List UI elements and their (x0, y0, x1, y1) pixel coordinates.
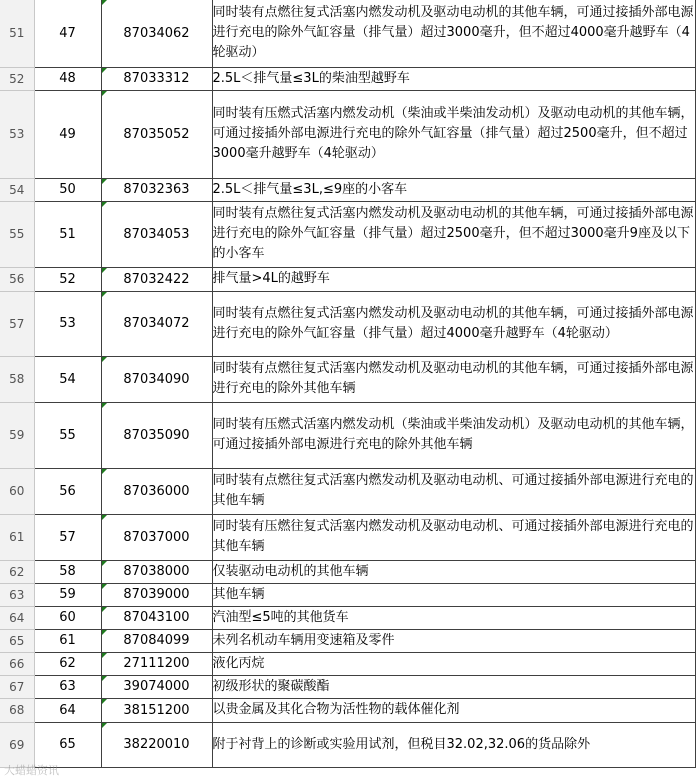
hs-code-cell[interactable]: 87033312 (101, 67, 212, 90)
table-row[interactable] (0, 67, 696, 90)
seq-cell[interactable]: 56 (34, 468, 101, 514)
row-header[interactable]: 66 (0, 652, 34, 675)
description-cell[interactable]: 以贵金属及其化合物为活性物的载体催化剂 (212, 698, 695, 722)
hs-code-cell[interactable]: 87037000 (101, 514, 212, 560)
table-row[interactable] (0, 356, 696, 402)
hs-code-cell[interactable]: 87032363 (101, 178, 212, 201)
hs-code-cell[interactable]: 38151200 (101, 698, 212, 722)
seq-cell[interactable]: 54 (34, 356, 101, 402)
table-row[interactable] (0, 291, 696, 356)
description-cell[interactable]: 初级形状的聚碳酸酯 (212, 675, 695, 698)
seq-cell[interactable]: 49 (34, 90, 101, 178)
table-row[interactable] (0, 722, 696, 767)
description-cell[interactable]: 其他车辆 (212, 583, 695, 606)
description-cell[interactable]: 同时装有压燃式活塞内燃发动机（柴油或半柴油发动机）及驱动电动机的其他车辆，可通过接插外部电源进行充电的除外其他车辆 (212, 402, 695, 468)
hs-code-cell[interactable]: 87035052 (101, 90, 212, 178)
row-header[interactable]: 62 (0, 560, 34, 583)
seq-cell[interactable]: 48 (34, 67, 101, 90)
hs-code-cell[interactable]: 87043100 (101, 606, 212, 629)
hs-code-cell[interactable]: 87039000 (101, 583, 212, 606)
description-cell[interactable]: 仅装驱动电动机的其他车辆 (212, 560, 695, 583)
table-row[interactable] (0, 201, 696, 267)
row-header[interactable]: 68 (0, 698, 34, 722)
seq-cell[interactable]: 55 (34, 402, 101, 468)
table-row[interactable] (0, 606, 696, 629)
hs-code-cell[interactable]: 87036000 (101, 468, 212, 514)
hs-code-cell[interactable]: 87034090 (101, 356, 212, 402)
description-cell[interactable]: 汽油型≤5吨的其他货车 (212, 606, 695, 629)
hs-code-cell[interactable]: 87084099 (101, 629, 212, 652)
seq-cell[interactable]: 64 (34, 698, 101, 722)
seq-cell[interactable]: 62 (34, 652, 101, 675)
hs-code-cell[interactable]: 87034062 (101, 0, 212, 67)
table-row[interactable] (0, 0, 696, 67)
row-header[interactable]: 60 (0, 468, 34, 514)
row-header[interactable]: 56 (0, 267, 34, 291)
hs-code-cell[interactable]: 87038000 (101, 560, 212, 583)
description-cell[interactable]: 同时装有点燃往复式活塞内燃发动机及驱动电动机的其他车辆，可通过接插外部电源进行充电的除外气缸容量（排气量）超过2500毫升，但不超过3000毫升9座及以下的小客车 (212, 201, 695, 267)
hs-code-cell[interactable]: 27111200 (101, 652, 212, 675)
seq-cell[interactable]: 52 (34, 267, 101, 291)
description-cell[interactable]: 同时装有点燃往复式活塞内燃发动机及驱动电动机的其他车辆，可通过接插外部电源进行充电的除外其他车辆 (212, 356, 695, 402)
row-header[interactable]: 67 (0, 675, 34, 698)
seq-cell[interactable]: 50 (34, 178, 101, 201)
hs-code-cell[interactable]: 87034053 (101, 201, 212, 267)
row-header[interactable]: 69 (0, 722, 34, 767)
row-header[interactable]: 55 (0, 201, 34, 267)
table-row[interactable] (0, 178, 696, 201)
hs-code-cell[interactable]: 87034072 (101, 291, 212, 356)
seq-cell[interactable]: 60 (34, 606, 101, 629)
seq-cell[interactable]: 63 (34, 675, 101, 698)
description-cell[interactable]: 同时装有压燃往复式活塞内燃发动机及驱动电动机、可通过接插外部电源进行充电的其他车辆 (212, 514, 695, 560)
hs-code-cell[interactable]: 87032422 (101, 267, 212, 291)
row-header[interactable]: 58 (0, 356, 34, 402)
seq-cell[interactable]: 59 (34, 583, 101, 606)
seq-cell[interactable]: 57 (34, 514, 101, 560)
row-header[interactable]: 65 (0, 629, 34, 652)
row-header[interactable]: 53 (0, 90, 34, 178)
description-cell[interactable]: 同时装有点燃往复式活塞内燃发动机及驱动电动机的其他车辆，可通过接插外部电源进行充电的除外气缸容量（排气量）超过3000毫升，但不超过4000毫升越野车（4轮驱动） (212, 0, 695, 67)
description-cell[interactable]: 同时装有点燃往复式活塞内燃发动机及驱动电动机的其他车辆，可通过接插外部电源进行充电的除外气缸容量（排气量）超过4000毫升越野车（4轮驱动） (212, 291, 695, 356)
seq-cell[interactable]: 58 (34, 560, 101, 583)
description-cell[interactable]: 排气量>4L的越野车 (212, 267, 695, 291)
hs-code-cell[interactable]: 87035090 (101, 402, 212, 468)
description-cell[interactable]: 附于衬背上的诊断或实验用试剂，但税目32.02,32.06的货品除外 (212, 722, 695, 767)
seq-cell[interactable]: 51 (34, 201, 101, 267)
table-row[interactable] (0, 583, 696, 606)
table-row[interactable] (0, 560, 696, 583)
row-header[interactable]: 59 (0, 402, 34, 468)
row-header[interactable]: 57 (0, 291, 34, 356)
table-row[interactable] (0, 652, 696, 675)
table-row[interactable] (0, 698, 696, 722)
seq-cell[interactable]: 53 (34, 291, 101, 356)
description-cell[interactable]: 未列名机动车辆用变速箱及零件 (212, 629, 695, 652)
row-header[interactable]: 61 (0, 514, 34, 560)
description-cell[interactable]: 同时装有点燃往复式活塞内燃发动机及驱动电动机、可通过接插外部电源进行充电的其他车辆 (212, 468, 695, 514)
description-cell[interactable]: 2.5L＜排气量≤3L,≤9座的小客车 (212, 178, 695, 201)
description-cell[interactable]: 2.5L＜排气量≤3L的柴油型越野车 (212, 67, 695, 90)
hs-code-cell[interactable]: 38220010 (101, 722, 212, 767)
description-cell[interactable]: 液化丙烷 (212, 652, 695, 675)
watermark: 大蜡蜡资讯 (4, 764, 59, 777)
hs-code-cell[interactable]: 39074000 (101, 675, 212, 698)
table-row[interactable] (0, 402, 696, 468)
table-row[interactable] (0, 267, 696, 291)
row-header[interactable]: 63 (0, 583, 34, 606)
table-row[interactable] (0, 90, 696, 178)
table-row[interactable] (0, 514, 696, 560)
table-row[interactable] (0, 675, 696, 698)
seq-cell[interactable]: 61 (34, 629, 101, 652)
row-header[interactable]: 52 (0, 67, 34, 90)
row-header[interactable]: 54 (0, 178, 34, 201)
row-header[interactable]: 51 (0, 0, 34, 67)
row-header[interactable]: 64 (0, 606, 34, 629)
description-cell[interactable]: 同时装有压燃式活塞内燃发动机（柴油或半柴油发动机）及驱动电动机的其他车辆，可通过接插外部电源进行充电的除外气缸容量（排气量）超过2500毫升，但不超过3000毫升越野车（4轮驱动） (212, 90, 695, 178)
table-row[interactable] (0, 468, 696, 514)
seq-cell[interactable]: 47 (34, 0, 101, 67)
table-row[interactable] (0, 629, 696, 652)
seq-cell[interactable]: 65 (34, 722, 101, 767)
